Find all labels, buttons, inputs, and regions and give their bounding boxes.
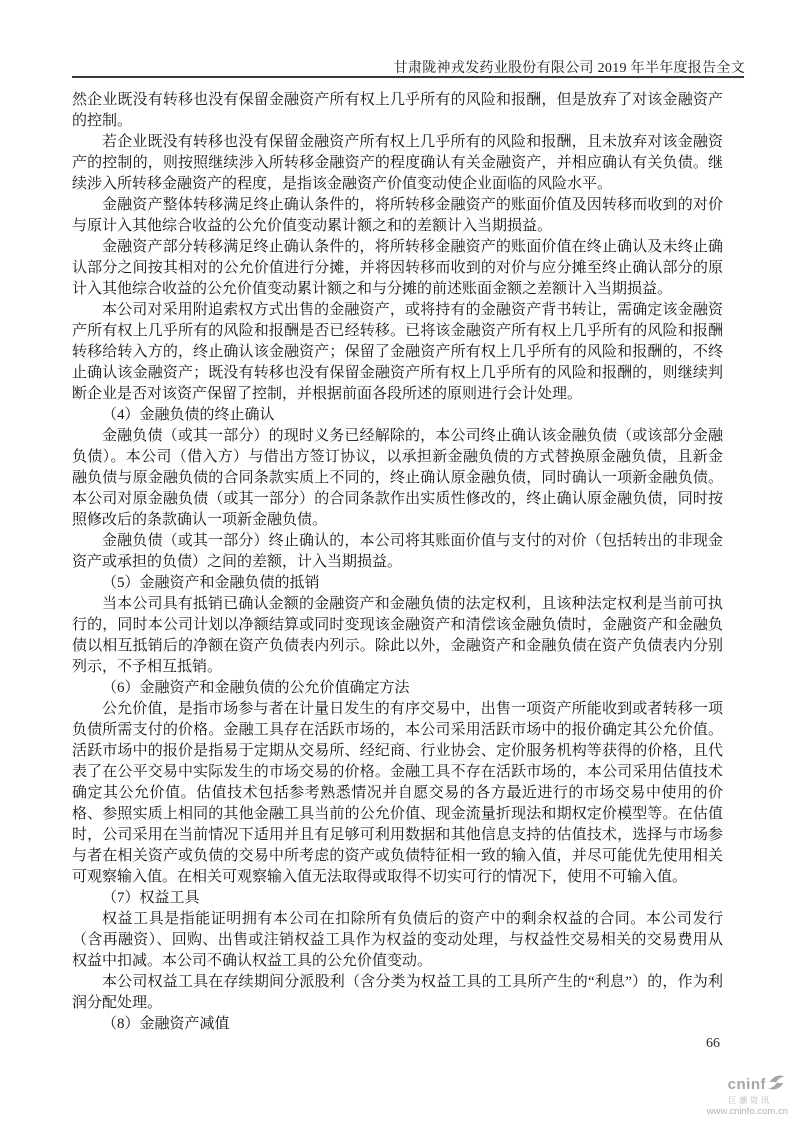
body-paragraph: 当本公司具有抵销已确认金额的金融资产和金融负债的法定权利，且该种法定权利是当前可执行的，同时本公司计划以净额结算或同时变现该金融资产和清偿该金融负债时，金融资产和金融负债以相互抵销后的净额在资产负债表内列示。除此以外，金融资产和金融负债在资产负债表内分别列示，不予相互抵销。: [72, 596, 723, 675]
section-heading-financial-asset-impairment: （8）金融资产减值: [102, 1016, 230, 1032]
body-paragraph: 本公司对采用附追索权方式出售的金融资产，或将持有的金融资产背书转让，需确定该金融资产所有权上几乎所有的风险和报酬是否已经转移。已将该金融资产所有权上几乎所有的风险和报酬转移给转入方的，终止确认该金融资产；保留了金融资产所有权上几乎所有的风险和报酬的，不终止确认该金融资产；既没有转移也没有保留金融资产所有权上几乎所有的风险和报酬的，则继续判断企业是否对该资产保留了控制，并根据前面各段所述的原则进行会计处理。: [72, 302, 723, 402]
body-paragraph-continuation: 然企业既没有转移也没有保留金融资产所有权上几乎所有的风险和报酬，但是放弃了对该金融资产的控制。: [72, 92, 723, 129]
section-heading-financial-liability-derecognition: （4）金融负债的终止确认: [102, 407, 275, 423]
body-paragraph: 金融负债（或其一部分）的现时义务已经解除的，本公司终止确认该金融负债（或该部分金融负债）。本公司（借入方）与借出方签订协议，以承担新金融负债的方式替换原金融负债，且新金融负债与原金融负债的合同条款实质上不同的，终止确认原金融负债，同时确认一项新金融负债。本公司对原金融负债（或其一部分）的合同条款作出实质性修改的，终止确认原金融负债，同时按照修改后的条款确认一项新金融负债。: [72, 428, 723, 528]
cninfo-swirl-icon: [767, 1074, 786, 1096]
cninfo-url: www.cninfo.com.cn: [706, 1106, 788, 1118]
header-divider: [72, 76, 744, 78]
section-heading-fair-value-method: （6）金融资产和金融负债的公允价值确定方法: [102, 680, 410, 696]
page-number: 66: [706, 1036, 720, 1051]
section-heading-equity-instruments: （7）权益工具: [102, 890, 200, 906]
section-heading-offsetting: （5）金融资产和金融负债的抵销: [102, 575, 320, 591]
cninfo-chinese-name: 巨潮资讯: [728, 1095, 772, 1105]
body-paragraph: 权益工具是指能证明拥有本公司在扣除所有负债后的资产中的剩余权益的合同。本公司发行（含再融资）、回购、出售或注销权益工具作为权益的变动处理，与权益性交易相关的交易费用从权益中扣减。本公司不确认权益工具的公允价值变动。: [72, 911, 723, 969]
body-paragraph: 金融资产部分转移满足终止确认条件的，将所转移金融资产的账面价值在终止确认及未终止确认部分之间按其相对的公允价值进行分摊，并将因转移而收到的对价与应分摊至终止确认部分的原计入其他综合收益的公允价值变动累计额之和与分摊的前述账面金额之差额计入当期损益。: [72, 239, 723, 297]
body-paragraph: 金融负债（或其一部分）终止确认的，本公司将其账面价值与支付的对价（包括转出的非现金资产或承担的负债）之间的差额，计入当期损益。: [72, 533, 723, 570]
cninfo-logo-row: [668, 1074, 788, 1096]
body-paragraph: 公允价值，是指市场参与者在计量日发生的有序交易中，出售一项资产所能收到或者转移一项负债所需支付的价格。金融工具存在活跃市场的，本公司采用活跃市场中的报价确定其公允价值。活跃市场中的报价是指易于定期从交易所、经纪商、行业协会、定价服务机构等获得的价格，且代表了在公平交易中实际发生的市场交易的价格。金融工具不存在活跃市场的，本公司采用估值技术确定其公允价值。估值技术包括参考熟悉情况并自愿交易的各方最近进行的市场交易中使用的价格、参照实质上相同的其他金融工具当前的公允价值、现金流量折现法和期权定价模型等。在估值时，公司采用在当前情况下适用并且有足够可利用数据和其他信息支持的估值技术，选择与市场参与者在相关资产或负债的交易中所考虑的资产或负债特征相一致的输入值，并尽可能优先使用相关可观察输入值。在相关可观察输入值无法取得或取得不切实可行的情况下，使用不可输入值。: [72, 701, 723, 885]
body-paragraph: 金融资产整体转移满足终止确认条件的，将所转移金融资产的账面价值及因转移而收到的对价与原计入其他综合收益的公允价值变动累计额之和的差额计入当期损益。: [72, 197, 723, 234]
body-paragraph: 本公司权益工具在存续期间分派股利（含分类为权益工具的工具所产生的“利息”）的，作为利润分配处理。: [72, 974, 723, 1011]
document-body: [72, 90, 723, 1035]
body-paragraph: 若企业既没有转移也没有保留金融资产所有权上几乎所有的风险和报酬，且未放弃对该金融资产的控制的，则按照继续涉入所转移金融资产的程度确认有关金融资产，并相应确认有关负债。继续涉入所转移金融资产的程度，是指该金融资产价值变动使企业面临的风险水平。: [72, 134, 723, 192]
cninfo-logo: [668, 1074, 788, 1118]
report-header-title: 甘肃陇神戎发药业股份有限公司 2019 年半年度报告全文: [393, 61, 745, 76]
cninfo-brand-text: cninf: [727, 1075, 766, 1093]
